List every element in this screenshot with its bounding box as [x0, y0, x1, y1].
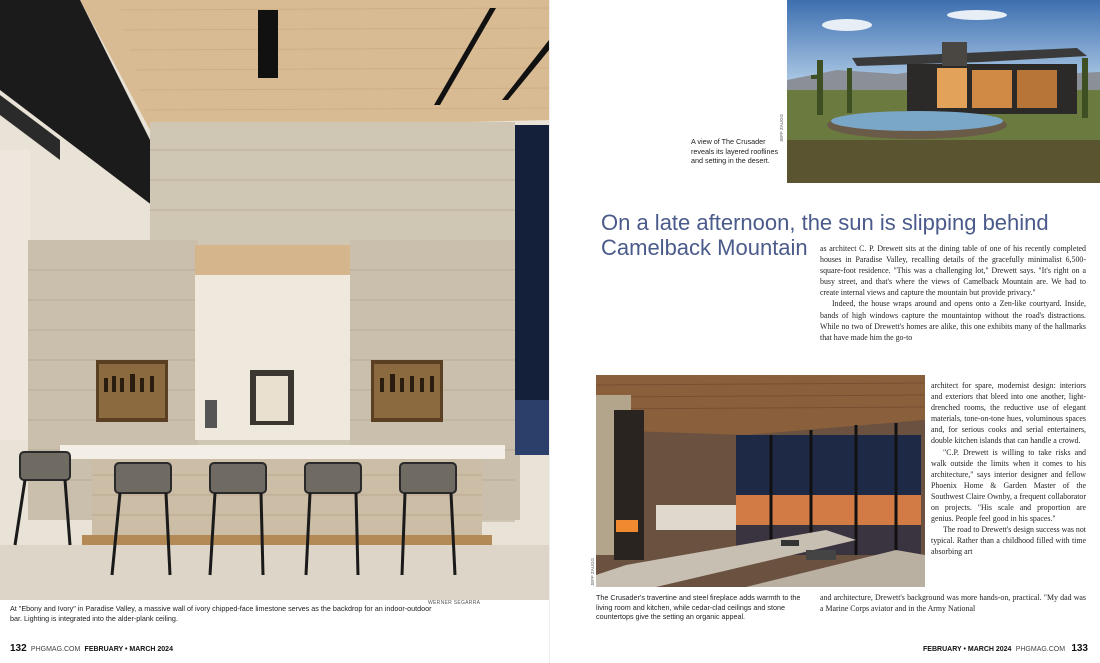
- paragraph: "C.P. Drewett is willing to take risks and walk outside the limits when it comes to his architecture," says interior designer and fellow Phoenix Home & Garden Master of the Southwest Claire Ownby, a frequent collaborator on projects. "His scale and proportion are genius. People feel good in his spaces.": [931, 447, 1086, 524]
- photo-credit-top: JEFF ZAUGG: [779, 114, 784, 142]
- paragraph: Indeed, the house wraps around and opens onto a Zen-like courtyard. Inside, bands of high windows capture the mountaintop without the road's distractions. While no two of Drewett's homes are alike, this one exhibits many of the hallmarks that have made him the go-to: [820, 299, 1086, 342]
- footer-left: [10, 643, 173, 654]
- page-spine: [549, 0, 550, 663]
- caption-left: At "Ebony and Ivory" in Paradise Valley, a massive wall of ivory chipped-face limestone serves as the backdrop for an indoor-outdoor bar. Lighting is integrated into the alder-plank ceiling.: [10, 604, 432, 623]
- issue-date-right: FEBRUARY • MARCH 2024: [923, 646, 1012, 653]
- interior-photo: [596, 375, 925, 587]
- paragraph: and architecture, Drewett's background was more hands-on, practical. "My dad was a Marine Corps aviator and in the Army National: [820, 593, 1086, 614]
- body-text-column: [931, 380, 1086, 558]
- issue-date-left: FEBRUARY • MARCH 2024: [84, 646, 173, 653]
- body-text-top: [820, 243, 1086, 343]
- paragraph: as architect C. P. Drewett sits at the dining table of one of his recently completed houses in Paradise Valley, recalling details of the gracefully minimalist 6,500-square-foot residence. "This was a challenging lot," Drewett says. "It's right on a busy street, and that's where the views of Camelback Mountain are. We had to create internal views and capture the mountain but provide privacy.": [820, 244, 1086, 298]
- bar-photo: [0, 0, 549, 600]
- article-headline: On a late afternoon, the sun is slipping behind Camelback Mountain: [601, 210, 1049, 260]
- caption-top: A view of The Crusader reveals its layered rooflines and setting in the desert.: [691, 137, 779, 166]
- footer-right: [923, 643, 1088, 654]
- caption-bottom: The Crusader's travertine and steel fireplace adds warmth to the living room and kitchen, while cedar-clad ceilings and stone countertops give the setting an organic appeal.: [596, 593, 801, 622]
- paragraph: architect for spare, modernist design: interiors and exteriors that bleed into one another, light-drenched rooms, the reductive use of elegant materials, tone-on-tone hues, voluminous spaces and, for serious cooks and serial entertainers, double kitchen islands that can handle a crowd.: [931, 381, 1086, 446]
- paragraph: The road to Drewett's design success was not typical. Rather than a childhood filled with time absorbing art: [931, 525, 1086, 557]
- site-right: PHGMAG.COM: [1015, 646, 1066, 653]
- page-number-right: 133: [1071, 643, 1088, 654]
- photo-credit-left: WERNER SEGARRA: [428, 600, 481, 606]
- photo-credit-bottom: JEFF ZAUGG: [590, 558, 595, 586]
- exterior-photo: [787, 0, 1100, 183]
- site-left: PHGMAG.COM: [30, 646, 81, 653]
- body-text-bottom: [820, 592, 1086, 614]
- page-number-left: 132: [10, 643, 27, 654]
